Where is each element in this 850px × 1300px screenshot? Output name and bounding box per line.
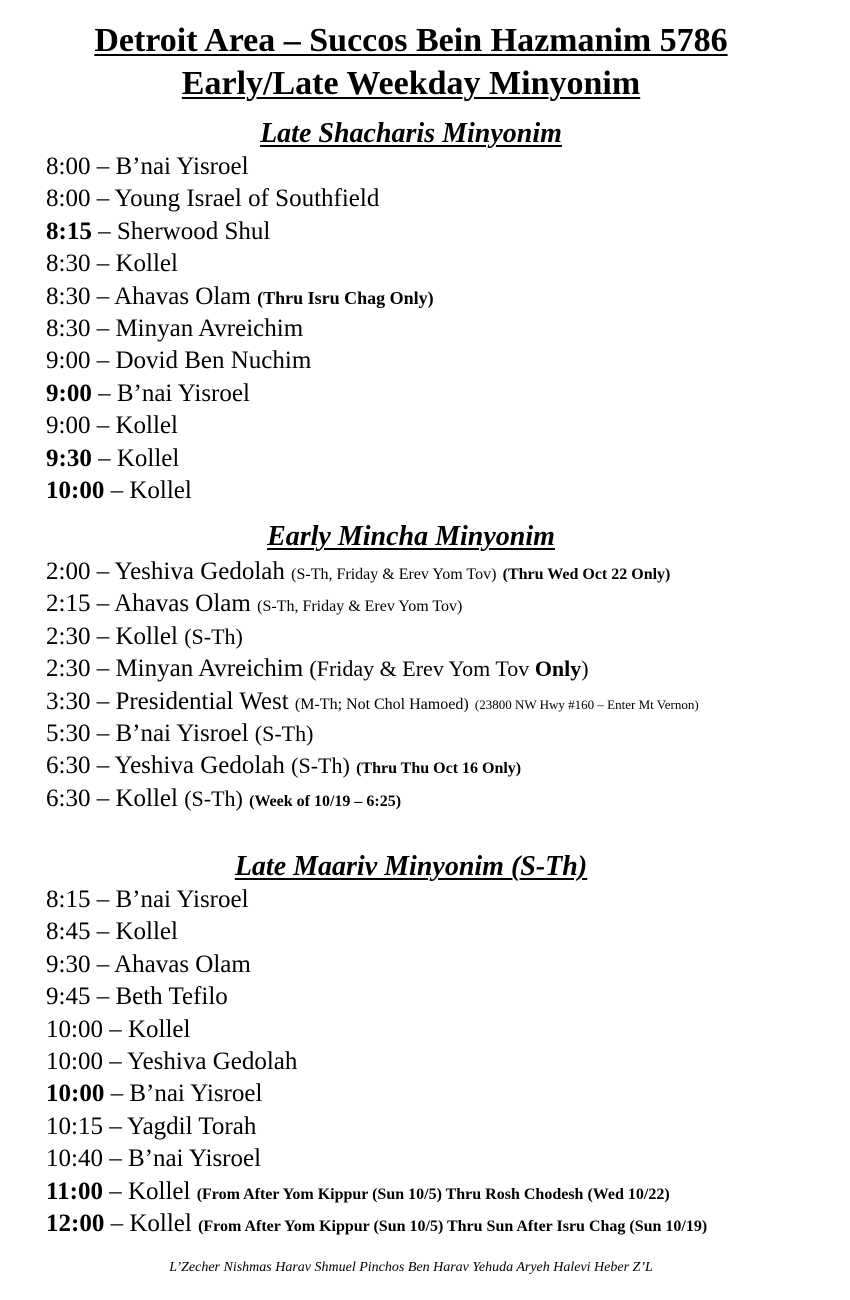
list-item bbox=[46, 653, 699, 685]
maariv-list bbox=[46, 884, 707, 1240]
separator: – bbox=[104, 1209, 130, 1237]
list-item bbox=[46, 621, 699, 653]
separator: – bbox=[90, 886, 116, 913]
minyan-time: 10:00 bbox=[46, 1080, 105, 1108]
shacharis-list bbox=[46, 151, 434, 507]
separator: – bbox=[102, 1015, 128, 1043]
separator: – bbox=[91, 217, 117, 245]
separator: – bbox=[90, 784, 116, 812]
minyan-time: 5:30 bbox=[46, 719, 91, 747]
list-item bbox=[46, 183, 434, 215]
list-item bbox=[46, 1176, 707, 1208]
separator: – bbox=[90, 687, 116, 715]
footer-dedication: L’Zecher Nishmas Harav Shmuel Pinchos Ben Harav Yehuda Aryeh Halevi Heber Z’L bbox=[169, 1260, 653, 1275]
separator: – bbox=[90, 590, 115, 618]
minyan-time: 8:30 bbox=[46, 250, 91, 278]
list-item bbox=[46, 248, 434, 280]
separator: – bbox=[90, 622, 116, 650]
minyan-time: 8:45 bbox=[46, 918, 91, 946]
minyan-location: B’nai Yisroel bbox=[115, 886, 249, 913]
list-item bbox=[46, 151, 434, 183]
list-item bbox=[46, 1046, 707, 1078]
minyan-time: 8:00 bbox=[46, 153, 91, 180]
list-item bbox=[46, 556, 699, 588]
minyan-time: 9:00 bbox=[46, 347, 91, 375]
minyan-time: 10:00 bbox=[46, 476, 105, 504]
minyan-time: 3:30 bbox=[46, 687, 91, 715]
list-item bbox=[46, 1208, 707, 1240]
minyan-days: (S-Th) bbox=[254, 720, 314, 746]
separator: – bbox=[102, 1047, 128, 1075]
minyan-time: 8:15 bbox=[46, 886, 91, 913]
minyan-time: 11:00 bbox=[46, 1177, 103, 1205]
minyan-location: Yagdil Torah bbox=[127, 1112, 257, 1140]
list-item bbox=[46, 1014, 707, 1046]
minyan-location: Dovid Ben Nuchim bbox=[115, 347, 312, 375]
minyan-time: 9:00 bbox=[46, 412, 91, 440]
minyan-days: (S-Th) bbox=[291, 753, 350, 779]
minyan-note: (From After Yom Kippur (Sun 10/5) Thru Rosh Chodesh (Wed 10/22) bbox=[196, 1185, 670, 1203]
list-item bbox=[46, 281, 434, 313]
minyan-location: Kollel bbox=[115, 918, 178, 946]
minyan-time: 2:30 bbox=[46, 622, 91, 650]
separator: – bbox=[104, 476, 130, 504]
minyan-days: (S-Th, Friday & Erev Yom Tov) bbox=[257, 598, 463, 616]
separator: – bbox=[90, 983, 116, 1011]
list-item bbox=[46, 783, 699, 815]
separator: – bbox=[90, 314, 116, 342]
mincha-list bbox=[46, 556, 699, 815]
minyan-note: (Thru Wed Oct 22 Only) bbox=[502, 566, 671, 583]
mincha-heading: Early Mincha Minyonim bbox=[267, 521, 555, 552]
minyan-note: (Thru Isru Chag Only) bbox=[257, 287, 434, 308]
list-item bbox=[46, 313, 434, 345]
minyan-location: Minyan Avreichim bbox=[115, 314, 304, 342]
minyan-time: 8:30 bbox=[46, 282, 91, 310]
list-item bbox=[46, 884, 707, 916]
minyan-days: (S-Th) bbox=[184, 623, 243, 649]
separator: – bbox=[90, 950, 115, 978]
list-item bbox=[46, 750, 699, 782]
list-item bbox=[46, 686, 699, 718]
separator: – bbox=[90, 719, 116, 747]
minyan-location: Kollel bbox=[115, 784, 178, 812]
minyan-days: (S-Th) bbox=[184, 785, 243, 811]
minyan-days bbox=[309, 656, 588, 681]
minyan-location: Kollel bbox=[115, 622, 178, 650]
minyan-location: B’nai Yisroel bbox=[115, 719, 249, 747]
minyan-location: Kollel bbox=[127, 1177, 191, 1205]
minyan-location: B’nai Yisroel bbox=[127, 1145, 262, 1173]
separator: – bbox=[90, 250, 116, 278]
separator: – bbox=[102, 1145, 128, 1173]
separator: – bbox=[90, 752, 115, 780]
minyan-time: 9:45 bbox=[46, 983, 91, 1011]
separator: – bbox=[90, 185, 115, 213]
minyan-time: 9:30 bbox=[46, 444, 92, 472]
maariv-heading: Late Maariv Minyonim (S-Th) bbox=[234, 851, 588, 882]
minyan-location: Kollel bbox=[127, 1015, 191, 1043]
list-item bbox=[46, 443, 434, 475]
separator: – bbox=[104, 1080, 130, 1108]
minyan-location: Kollel bbox=[129, 476, 192, 504]
separator: – bbox=[90, 655, 116, 683]
list-item bbox=[46, 345, 434, 377]
list-item bbox=[46, 475, 434, 507]
minyan-note: (From After Yom Kippur (Sun 10/5) Thru Sun After Isru Chag (Sun 10/19) bbox=[198, 1217, 708, 1235]
minyan-location: Beth Tefilo bbox=[115, 983, 228, 1011]
list-item bbox=[46, 378, 434, 410]
minyan-note: (Week of 10/19 – 6:25) bbox=[249, 792, 402, 810]
minyan-location: Ahavas Olam bbox=[114, 282, 251, 310]
separator: – bbox=[102, 1177, 128, 1205]
minyan-days-close: ) bbox=[581, 656, 589, 682]
minyan-time: 6:30 bbox=[46, 752, 91, 780]
list-item bbox=[46, 916, 707, 948]
minyan-time: 2:30 bbox=[46, 655, 91, 683]
minyan-time: 8:15 bbox=[46, 217, 92, 245]
minyan-location: Presidential West bbox=[115, 687, 289, 715]
minyan-location: B’nai Yisroel bbox=[116, 379, 250, 407]
separator: – bbox=[102, 1112, 128, 1140]
list-item bbox=[46, 1143, 707, 1175]
minyan-time: 2:15 bbox=[46, 590, 91, 618]
minyan-time: 10:00 bbox=[46, 1015, 103, 1043]
minyan-location: Kollel bbox=[116, 444, 180, 472]
minyan-location: Kollel bbox=[115, 250, 178, 278]
minyan-note: (Thru Thu Oct 16 Only) bbox=[356, 760, 522, 778]
minyan-location: Kollel bbox=[115, 412, 178, 440]
list-item bbox=[46, 588, 699, 620]
list-item bbox=[46, 981, 707, 1013]
minyan-time: 10:00 bbox=[46, 1047, 103, 1075]
minyan-time: 9:00 bbox=[46, 379, 92, 407]
separator: – bbox=[90, 153, 116, 180]
minyan-days-emphasis: Only bbox=[534, 656, 582, 682]
separator: – bbox=[91, 444, 117, 472]
minyan-location: Yeshiva Gedolah bbox=[114, 752, 285, 780]
minyan-time: 8:30 bbox=[46, 314, 91, 342]
separator: – bbox=[90, 558, 115, 585]
minyan-days: (M-Th; Not Chol Hamoed) bbox=[294, 695, 469, 713]
minyan-time: 6:30 bbox=[46, 784, 91, 812]
minyan-days: (S-Th, Friday & Erev Yom Tov) bbox=[291, 566, 497, 583]
minyan-days-text: (Friday & Erev Yom Tov bbox=[309, 656, 535, 682]
minyan-location: Sherwood Shul bbox=[116, 217, 271, 245]
list-item bbox=[46, 949, 707, 981]
minyan-time: 9:30 bbox=[46, 950, 91, 978]
minyan-time: 2:00 bbox=[46, 558, 91, 585]
separator: – bbox=[90, 282, 115, 310]
minyan-location: Ahavas Olam bbox=[114, 590, 251, 618]
minyan-time: 8:00 bbox=[46, 185, 91, 213]
separator: – bbox=[90, 918, 116, 946]
minyan-address: (23800 NW Hwy #160 – Enter Mt Vernon) bbox=[474, 696, 699, 712]
minyan-location: Yeshiva Gedolah bbox=[114, 558, 285, 585]
list-item bbox=[46, 410, 434, 442]
page-title: Detroit Area – Succos Bein Hazmanim 5786 bbox=[94, 22, 728, 59]
minyan-time: 10:40 bbox=[46, 1145, 103, 1173]
minyan-time: 10:15 bbox=[46, 1112, 103, 1140]
minyan-location: Kollel bbox=[129, 1209, 192, 1237]
minyan-location: Young Israel of Southfield bbox=[114, 185, 380, 213]
minyan-location: B’nai Yisroel bbox=[115, 153, 249, 180]
minyan-location: B’nai Yisroel bbox=[129, 1080, 263, 1108]
minyan-location: Yeshiva Gedolah bbox=[127, 1047, 298, 1075]
minyan-time: 12:00 bbox=[46, 1209, 105, 1237]
shacharis-heading: Late Shacharis Minyonim bbox=[260, 118, 562, 149]
separator: – bbox=[90, 412, 116, 440]
minyan-location: Minyan Avreichim bbox=[115, 655, 304, 683]
list-item bbox=[46, 216, 434, 248]
page-subtitle: Early/Late Weekday Minyonim bbox=[181, 65, 641, 102]
separator: – bbox=[91, 379, 117, 407]
list-item bbox=[46, 1078, 707, 1110]
list-item bbox=[46, 718, 699, 750]
minyan-location: Ahavas Olam bbox=[114, 950, 251, 978]
separator: – bbox=[90, 347, 116, 375]
list-item bbox=[46, 1111, 707, 1143]
